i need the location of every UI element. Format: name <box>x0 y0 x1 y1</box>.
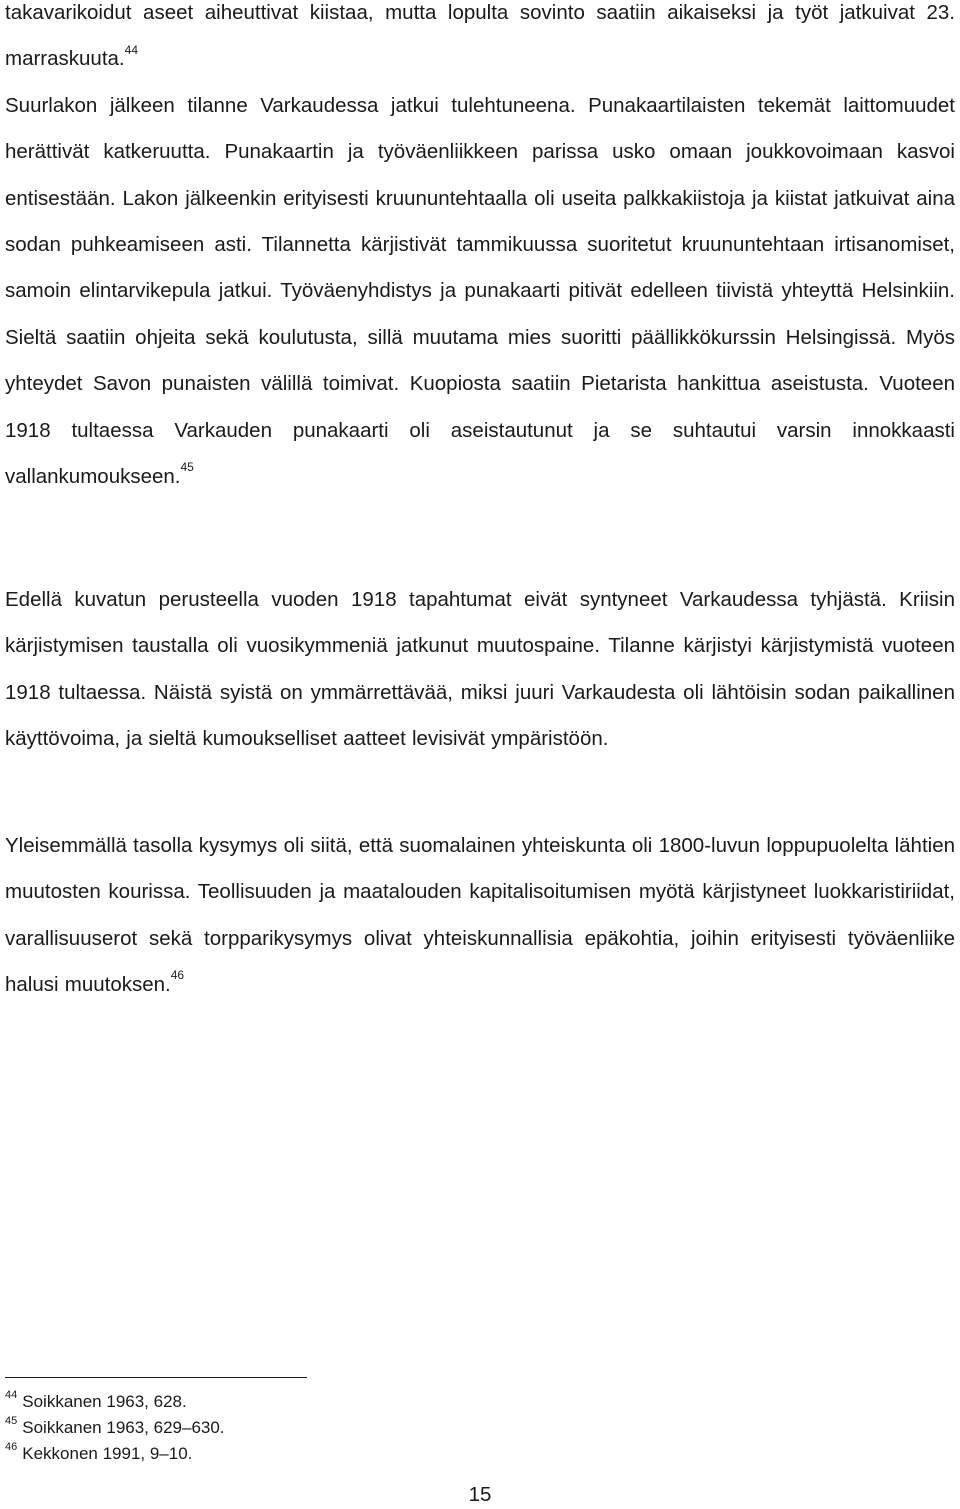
footnote-text: Soikkanen 1963, 628. <box>22 1392 187 1411</box>
footnote-ref-45: 45 <box>180 460 194 475</box>
footnote-separator <box>5 1377 307 1378</box>
footnote-45 <box>5 1415 705 1441</box>
footnote-ref-46: 46 <box>170 968 185 983</box>
footnote-number: 45 <box>5 1415 18 1428</box>
body-paragraph-3 <box>5 823 955 1009</box>
paragraph-3-text: Yleisemmällä tasolla kysymys oli siitä, että suomalainen yhteiskunta oli 1800-luvun loppupuolelta lähtien muutosten kourissa. Teollisuuden ja maatalouden kapitalisoitumisen myötä kärjistyneet luokkaristiriidat, varallisuuserot sekä torpparikysymys olivat yhteiskunnallisia epäkohtia, joihin erityisesti työväenliike halusi muutoksen. <box>5 834 955 997</box>
paragraph-2-text: Edellä kuvatun perusteella vuoden 1918 tapahtumat eivät syntyneet Varkaudessa tyhjästä. Kriisin kärjistymisen taustalla oli vuosikymmeniä jatkunut muutospaine. Tilanne kärjistyi kärjistymistä vuoteen 1918 tultaessa. Näistä syistä on ymmärrettävää, miksi juuri Varkaudesta oli lähtöisin sodan paikallinen käyttövoima, ja sieltä kumoukselliset aatteet levisivät ympäristöön. <box>5 588 955 751</box>
footnotes <box>5 1389 705 1467</box>
paragraph-1-text-a: takavarikoidut aseet aiheuttivat kiistaa, mutta lopulta sovinto saatiin aikaiseksi ja työt jatkuivat 23. marraskuuta. <box>5 1 955 71</box>
paragraph-1-text-b: Suurlakon jälkeen tilanne Varkaudessa jatkui tulehtuneena. Punakaartilaisten tekemät laittomuudet herättivät katkeruutta. Punakaartin ja työväenliikkeen parissa usko omaan joukkovoimaan kasvoi entisestään. Lakon jälkeenkin erityisesti kruununtehtaalla oli useita palkkakiistoja ja kiistat jatkuivat aina sodan puhkeamiseen asti. Tilannetta kärjistivät tammikuussa suoritetut kruununtehtaan irtisanomiset, samoin elintarvikepula jatkui. Työväenyhdistys ja punakaarti pitivät edelleen tiivistä yhteyttä Helsinkiin. Sieltä saatiin ohjeita sekä koulutusta, sillä muutama mies suoritti päällikkökurssin Helsingissä. Myös yhteydet Savon punaisten välillä toimivat. Kuopiosta saatiin Pietarista hankittua aseistusta. Vuoteen 1918 tultaessa Varkauden punakaarti oli aseistautunut ja se suhtautui varsin innokkaasti vallankumoukseen. <box>5 93 955 489</box>
body-paragraph-1 <box>5 0 955 500</box>
body-paragraph-2 <box>5 577 955 763</box>
footnote-text: Kekkonen 1991, 9–10. <box>22 1444 193 1463</box>
footnote-ref-44: 44 <box>124 42 138 57</box>
footnote-46 <box>5 1441 705 1467</box>
footnote-text: Soikkanen 1963, 629–630. <box>22 1418 225 1437</box>
footnote-number: 46 <box>5 1441 18 1454</box>
footnote-number: 44 <box>5 1389 18 1402</box>
footnote-44 <box>5 1389 705 1415</box>
page-number: 15 <box>468 1483 492 1506</box>
